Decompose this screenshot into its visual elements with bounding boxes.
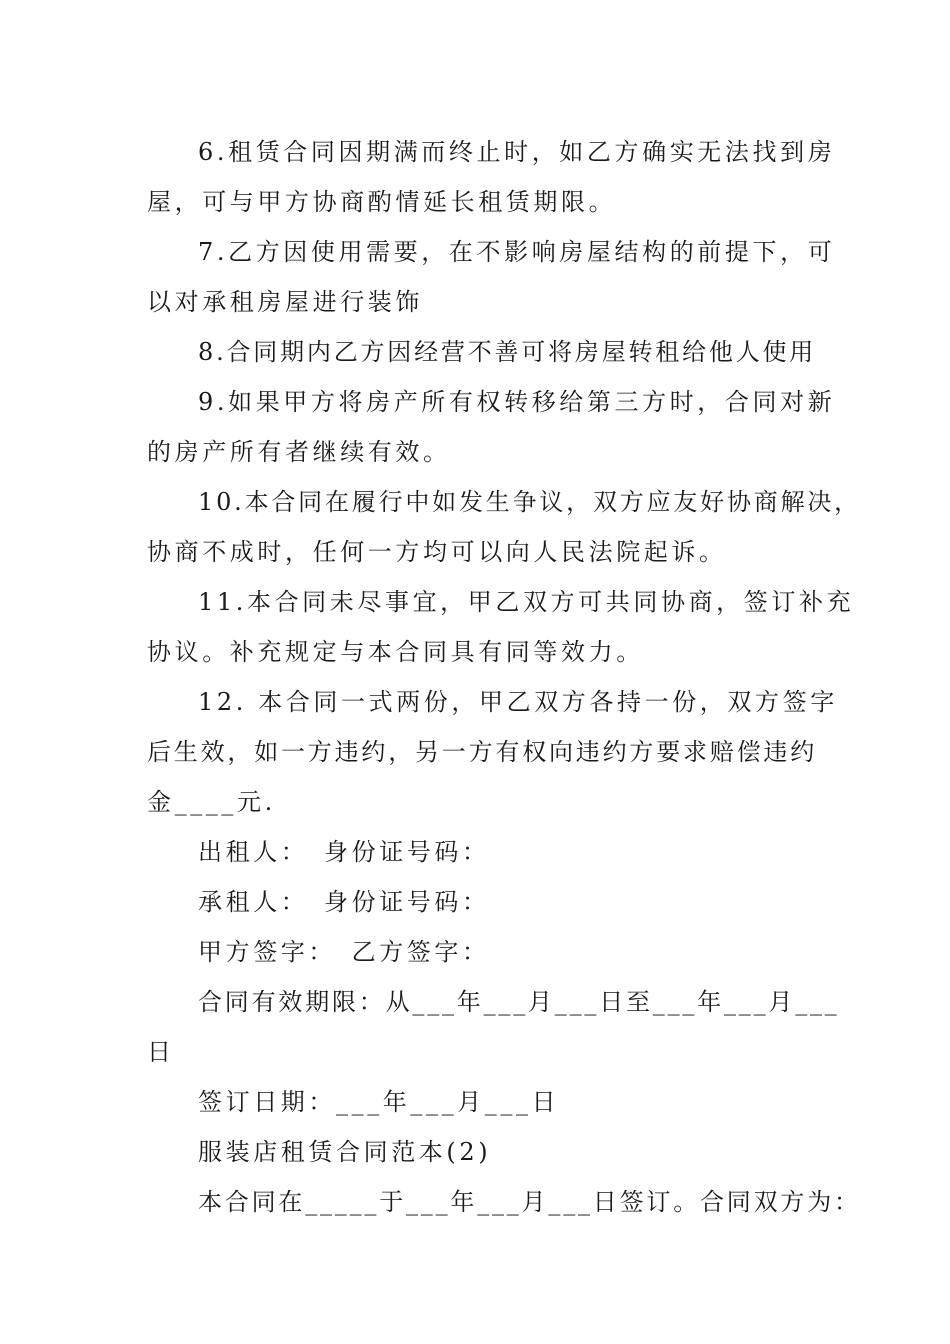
clause-7-line-2: 以对承租房屋进行装饰	[147, 288, 423, 316]
signature-line: 甲方签字： 乙方签字：	[198, 938, 490, 966]
validity-period-line-1: 合同有效期限：从___年___月___日至___年___月___	[198, 988, 840, 1016]
contract-intro-line: 本合同在_____于___年___月___日签订。合同双方为：	[198, 1188, 861, 1216]
validity-period-line-2: 日	[147, 1038, 175, 1066]
clause-11-line-1: 11.本合同未尽事宜，甲乙双方可共同协商，签订补充	[198, 588, 855, 616]
clause-10-line-2: 协商不成时，任何一方均可以向人民法院起诉。	[147, 538, 727, 566]
lessor-line: 出租人： 身份证号码：	[198, 838, 490, 866]
lessee-line: 承租人： 身份证号码：	[198, 888, 490, 916]
clause-9-line-2: 的房产所有者继续有效。	[147, 438, 451, 466]
clause-12-line-1: 12. 本合同一式两份，甲乙双方各持一份，双方签字	[198, 688, 838, 716]
clause-12-line-3: 金____元.	[147, 788, 276, 816]
clause-10-line-1: 10.本合同在履行中如发生争议，双方应友好协商解决，	[198, 488, 861, 516]
signing-date-line: 签订日期：___年___月___日	[198, 1088, 560, 1116]
clause-11-line-2: 协议。补充规定与本合同具有同等效力。	[147, 638, 644, 666]
clause-8-line-1: 8.合同期内乙方因经营不善可将房屋转租给他人使用	[198, 338, 817, 366]
clause-9-line-1: 9.如果甲方将房产所有权转移给第三方时，合同对新	[198, 388, 836, 416]
section-heading: 服装店租赁合同范本(2)	[198, 1138, 492, 1166]
clause-12-line-2: 后生效，如一方违约，另一方有权向违约方要求赔偿违约	[147, 738, 817, 766]
clause-7-line-1: 7.乙方因使用需要，在不影响房屋结构的前提下，可	[198, 238, 836, 266]
clause-6-line-2: 屋，可与甲方协商酌情延长租赁期限。	[147, 188, 617, 216]
clause-6-line-1: 6.租赁合同因期满而终止时，如乙方确实无法找到房	[198, 138, 836, 166]
